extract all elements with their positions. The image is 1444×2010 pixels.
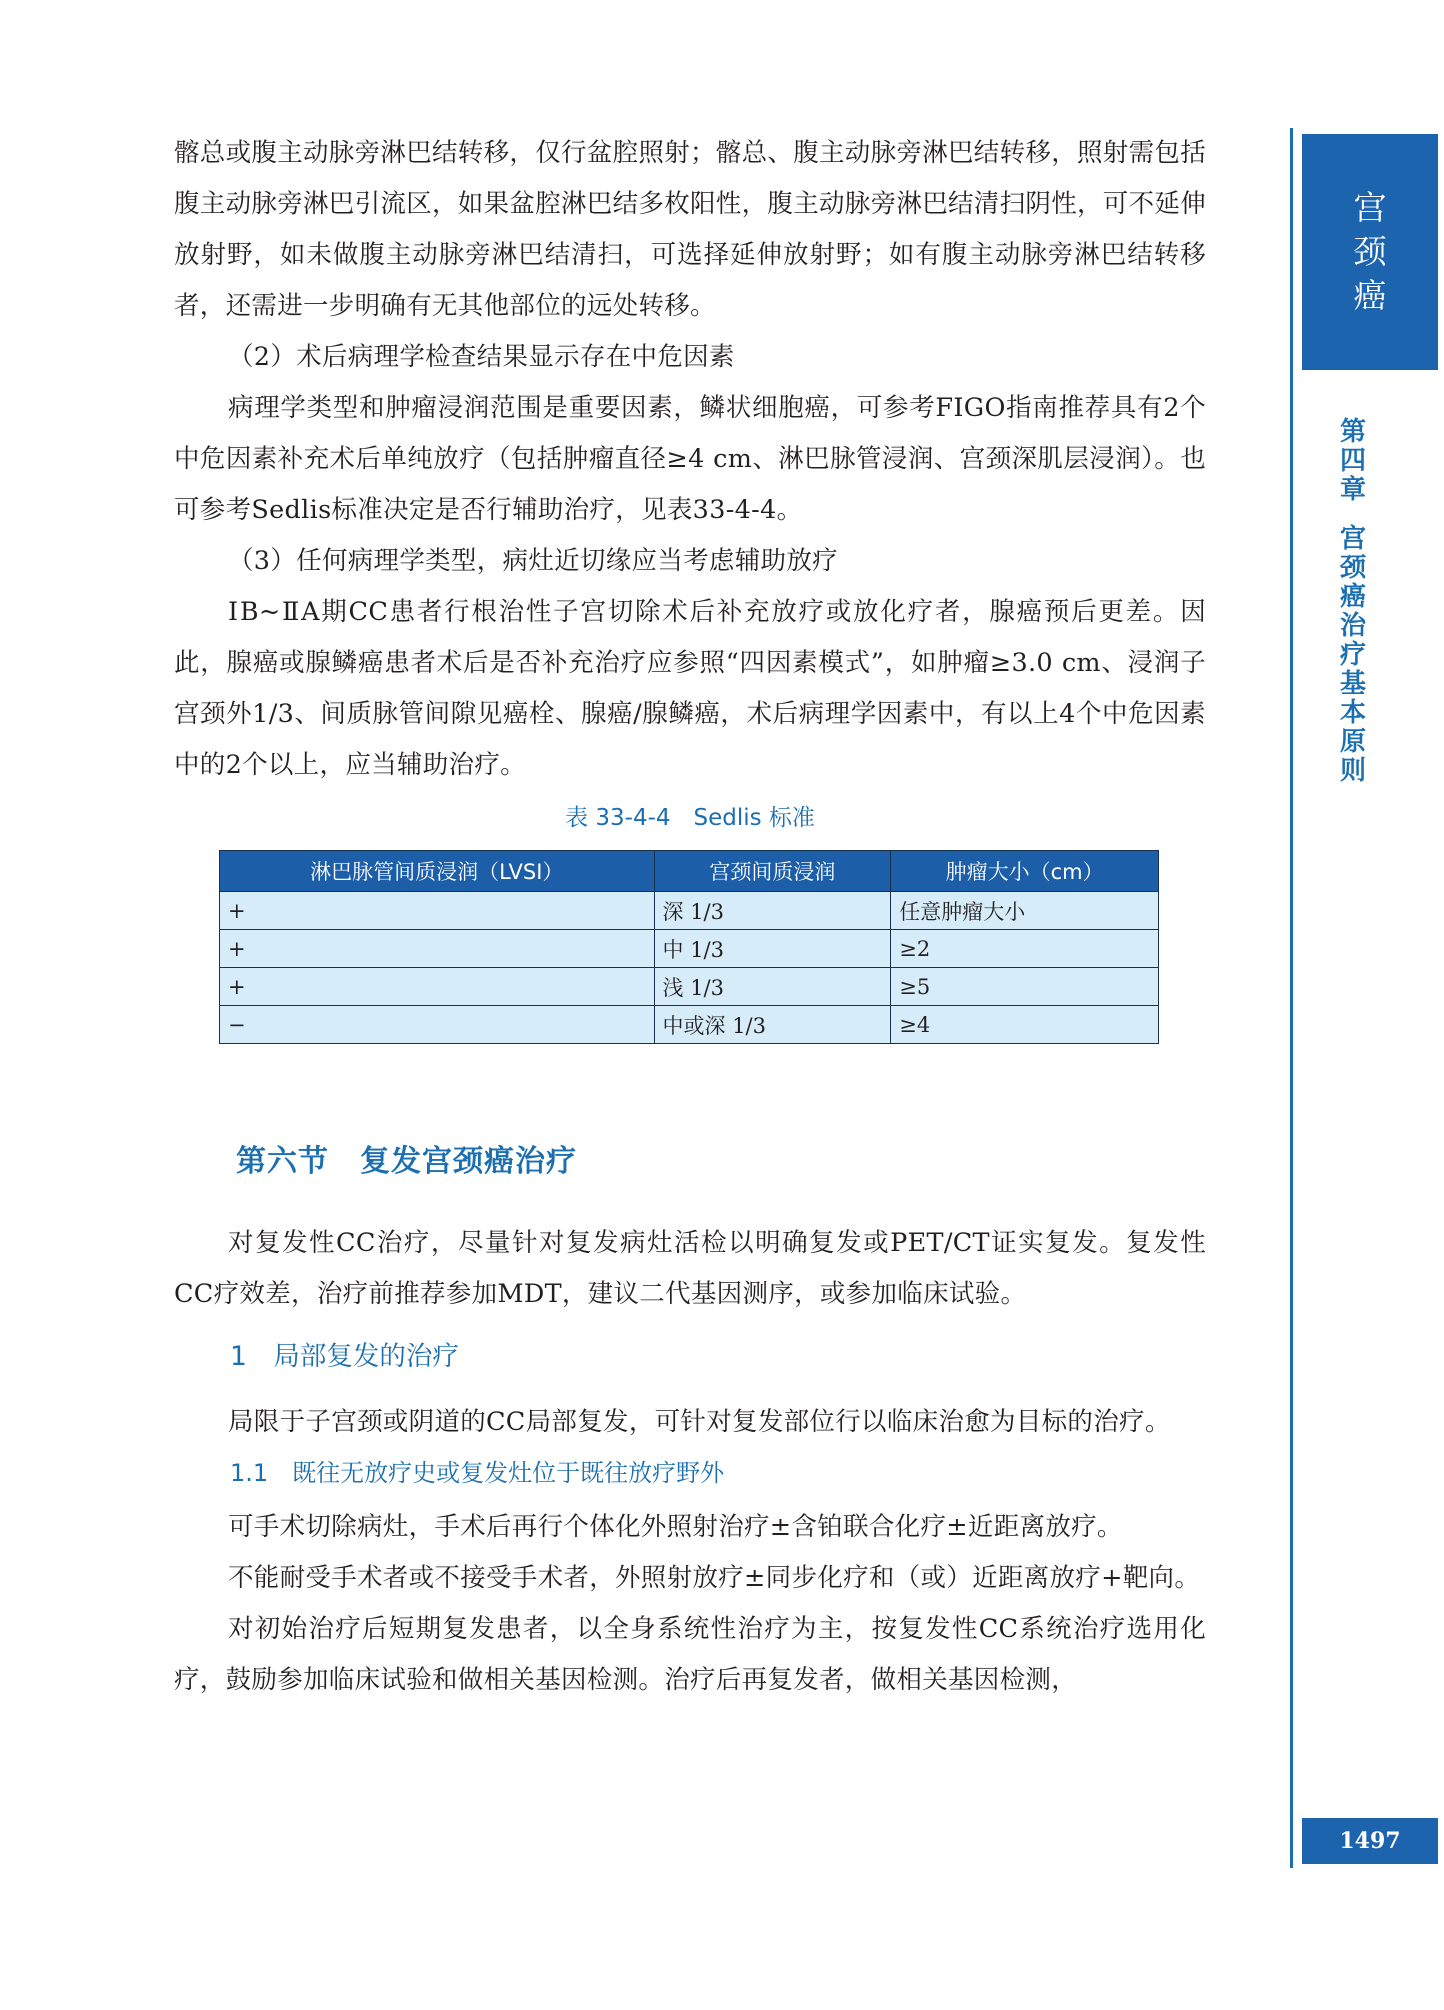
page-number: 1497 [1302,1818,1438,1864]
table-cell: ≥5 [891,968,1159,1006]
table-header-cell: 宫颈间质浸润 [654,851,891,892]
table-cell: 中或深 1/3 [654,1006,891,1044]
table-caption: 表 33-4-4 Sedlis 标准 [565,805,815,831]
table-header-cell: 肿瘤大小（cm） [891,851,1159,892]
table-header-row [220,851,1159,892]
category-tab [1302,134,1438,370]
table-row [220,930,1159,968]
body-paragraph: 对初始治疗后短期复发患者，以全身系统性治疗为主，按复发性CC系统治疗选用化疗，鼓励参加临床试验和做相关基因检测。治疗后再复发者，做相关基因检测， [174,1614,1206,1695]
body-paragraph: 局限于子宫颈或阴道的CC局部复发，可针对复发部位行以临床治愈为目标的治疗。 [228,1407,1171,1437]
table-cell: 深 1/3 [654,892,891,930]
body-paragraph: ⅠB~ⅡA期CC患者行根治性子宫切除术后补充放疗或放化疗者，腺癌预后更差。因此，腺癌或腺鳞癌患者术后是否补充治疗应参照“四因素模式”，如肿瘤≥3.0 cm、浸润子宫颈外1/3、间质脉管间隙见癌栓、腺癌/腺鳞癌，术后病理学因素中，有以上4个中危因素中的2个以上，应当辅助治疗。 [174,597,1206,780]
table-cell: + [220,930,655,968]
body-paragraph: 不能耐受手术者或不接受手术者，外照射放疗±同步化疗和（或）近距离放疗+靶向。 [228,1563,1201,1593]
body-paragraph: 病理学类型和肿瘤浸润范围是重要因素，鳞状细胞癌，可参考FIGO指南推荐具有2个中危因素补充术后单纯放疗（包括肿瘤直径≥4 cm、淋巴脉管浸润、宫颈深肌层浸润）。也可参考Sedlis标准决定是否行辅助治疗，见表33-4-4。 [174,393,1206,525]
category-label: 宫颈癌 [1353,188,1387,315]
table-row [220,968,1159,1006]
sidebar-divider [1290,128,1293,1868]
chapter-label [1330,418,1376,786]
page-body [174,128,1206,1706]
table-cell: ≥4 [891,1006,1159,1044]
table-cell: 中 1/3 [654,930,891,968]
table-cell: + [220,892,655,930]
table-row [220,892,1159,930]
body-paragraph: 对复发性CC治疗，尽量针对复发病灶活检以明确复发或PET/CT证实复发。复发性CC疗效差，治疗前推荐参加MDT，建议二代基因测序，或参加临床试验。 [174,1228,1206,1309]
subsection-title: 1 局部复发的治疗 [230,1341,459,1372]
table-cell: − [220,1006,655,1044]
section-title: 第六节 复发宫颈癌治疗 [236,1144,577,1179]
body-paragraph: （3）任何病理学类型，病灶近切缘应当考虑辅助放疗 [228,546,838,576]
table-row [220,1006,1159,1044]
sedlis-table [219,850,1159,1044]
table-cell: + [220,968,655,1006]
table-cell: 任意肿瘤大小 [891,892,1159,930]
body-paragraph: 可手术切除病灶，手术后再行个体化外照射治疗±含铂联合化疗±近距离放疗。 [228,1512,1123,1542]
table-header-cell: 淋巴脉管间质浸润（LVSI） [220,851,655,892]
table-cell: 浅 1/3 [654,968,891,1006]
body-paragraph: （2）术后病理学检查结果显示存在中危因素 [228,342,735,372]
chapter-number: 第四章 [1339,417,1366,505]
subsubsection-title: 1.1 既往无放疗史或复发灶位于既往放疗野外 [230,1459,725,1487]
body-paragraph: 髂总或腹主动脉旁淋巴结转移，仅行盆腔照射；髂总、腹主动脉旁淋巴结转移，照射需包括腹主动脉旁淋巴引流区，如果盆腔淋巴结多枚阳性，腹主动脉旁淋巴结清扫阴性，可不延伸放射野，如未做腹主动脉旁淋巴结清扫，可选择延伸放射野；如有腹主动脉旁淋巴结转移者，还需进一步明确有无其他部位的远处转移。 [174,138,1207,321]
table-cell: ≥2 [891,930,1159,968]
chapter-title: 宫颈癌治疗基本原则 [1339,524,1366,786]
